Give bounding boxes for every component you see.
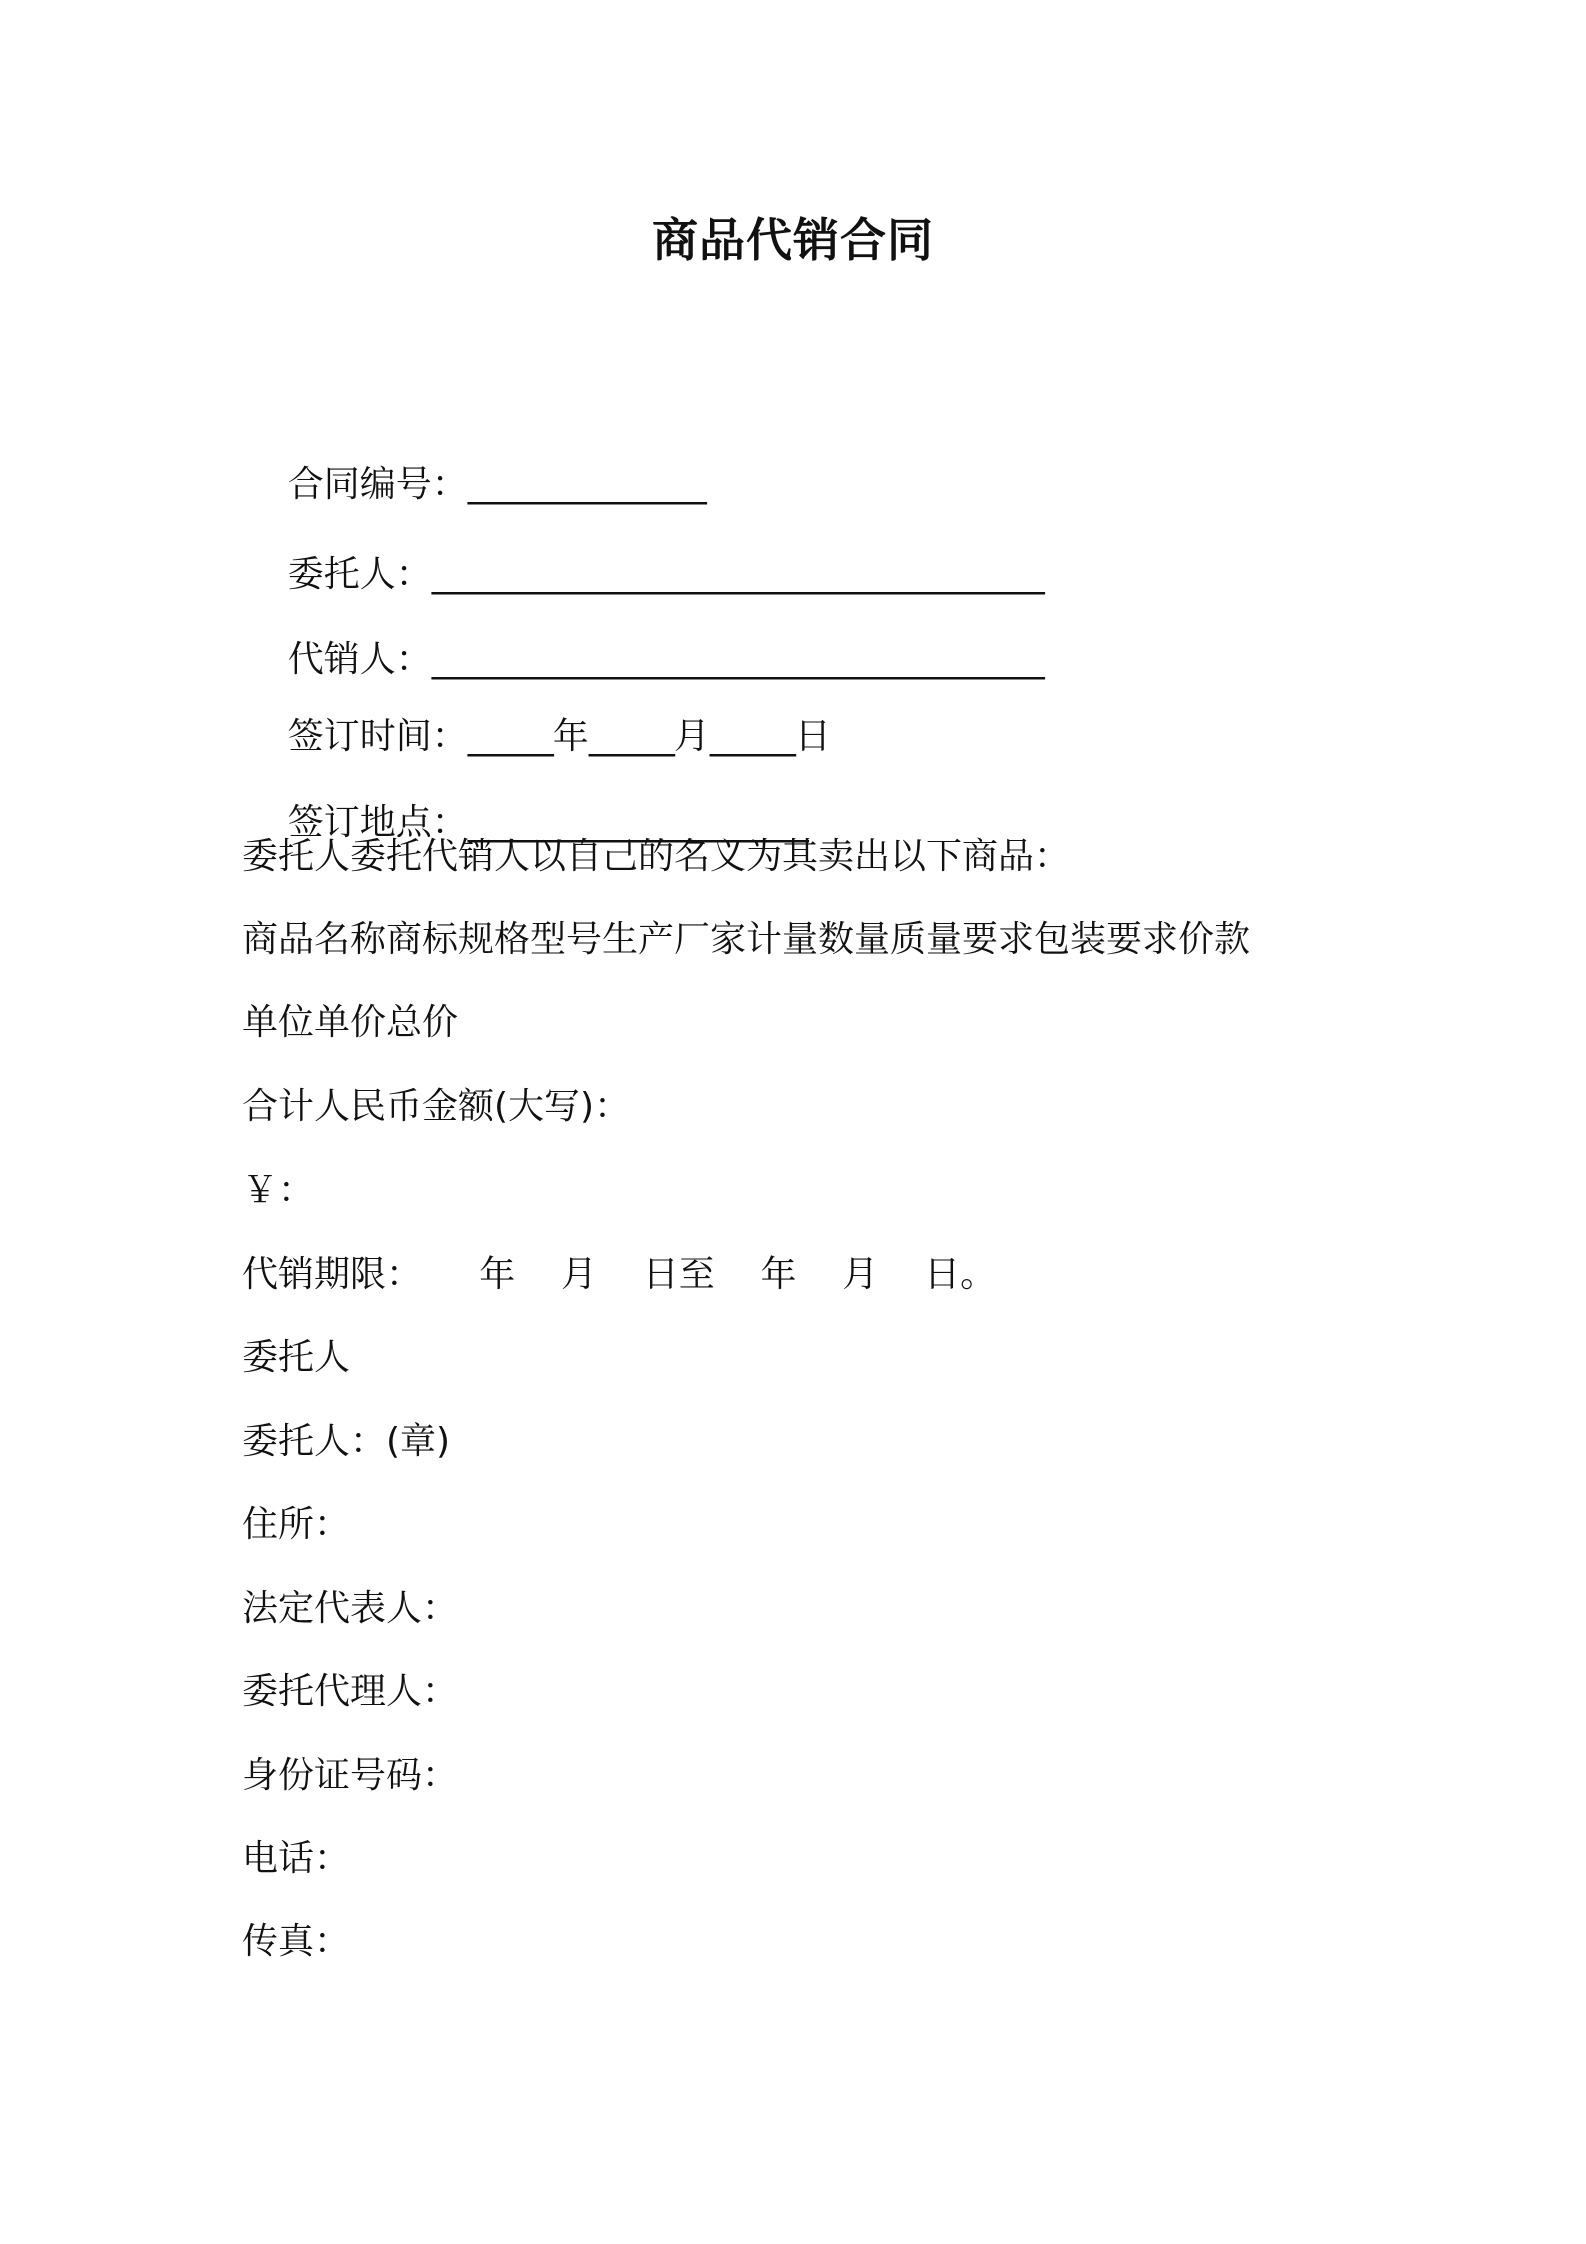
sign-date-year: 年: [552, 716, 589, 757]
sign-date-month: 月: [673, 716, 710, 757]
sign-place-blank: ____________________: [467, 802, 808, 843]
consignor-blank: ____________________________________: [431, 554, 1044, 595]
consignment-period-line: 代销期限： 年 月 日至 年 月 日。: [242, 1254, 997, 1295]
address-line: 住所：: [242, 1504, 351, 1545]
intro-paragraph: 委托人委托代销人以自己的名义为其卖出以下商品：: [242, 836, 1071, 877]
consignee-label: 代销人：: [287, 639, 432, 680]
contract-number-blank: ______________: [467, 464, 706, 505]
consignor-seal-line: 委托人：(章): [242, 1421, 451, 1462]
consignor-label: 委托人：: [287, 554, 432, 595]
sign-place-label: 签订地点：: [287, 802, 468, 843]
authorized-agent-line: 委托代理人：: [242, 1671, 459, 1712]
sign-date-day: 日: [794, 716, 831, 757]
fax-line: 传真：: [242, 1921, 351, 1962]
sign-date-day-blank: _____: [709, 716, 795, 757]
consignee-blank: ____________________________________: [431, 639, 1044, 680]
consignor-heading: 委托人: [242, 1337, 351, 1378]
sign-date-month-blank: _____: [588, 716, 674, 757]
id-number-line: 身份证号码：: [242, 1755, 459, 1796]
total-rmb-line: 合计人民币金额(大写)：: [242, 1086, 631, 1127]
legal-representative-line: 法定代表人：: [242, 1588, 459, 1629]
phone-line: 电话：: [242, 1838, 351, 1879]
document-title: 商品代销合同: [652, 213, 934, 267]
sign-date-label: 签订时间：: [287, 716, 468, 757]
table-header-row-2: 单位单价总价: [242, 1002, 459, 1043]
table-header-row-1: 商品名称商标规格型号生产厂家计量数量质量要求包装要求价款: [242, 919, 1251, 960]
yen-line: ￥：: [242, 1170, 315, 1211]
contract-number-label: 合同编号：: [287, 464, 468, 505]
sign-date-year-blank: _____: [467, 716, 553, 757]
